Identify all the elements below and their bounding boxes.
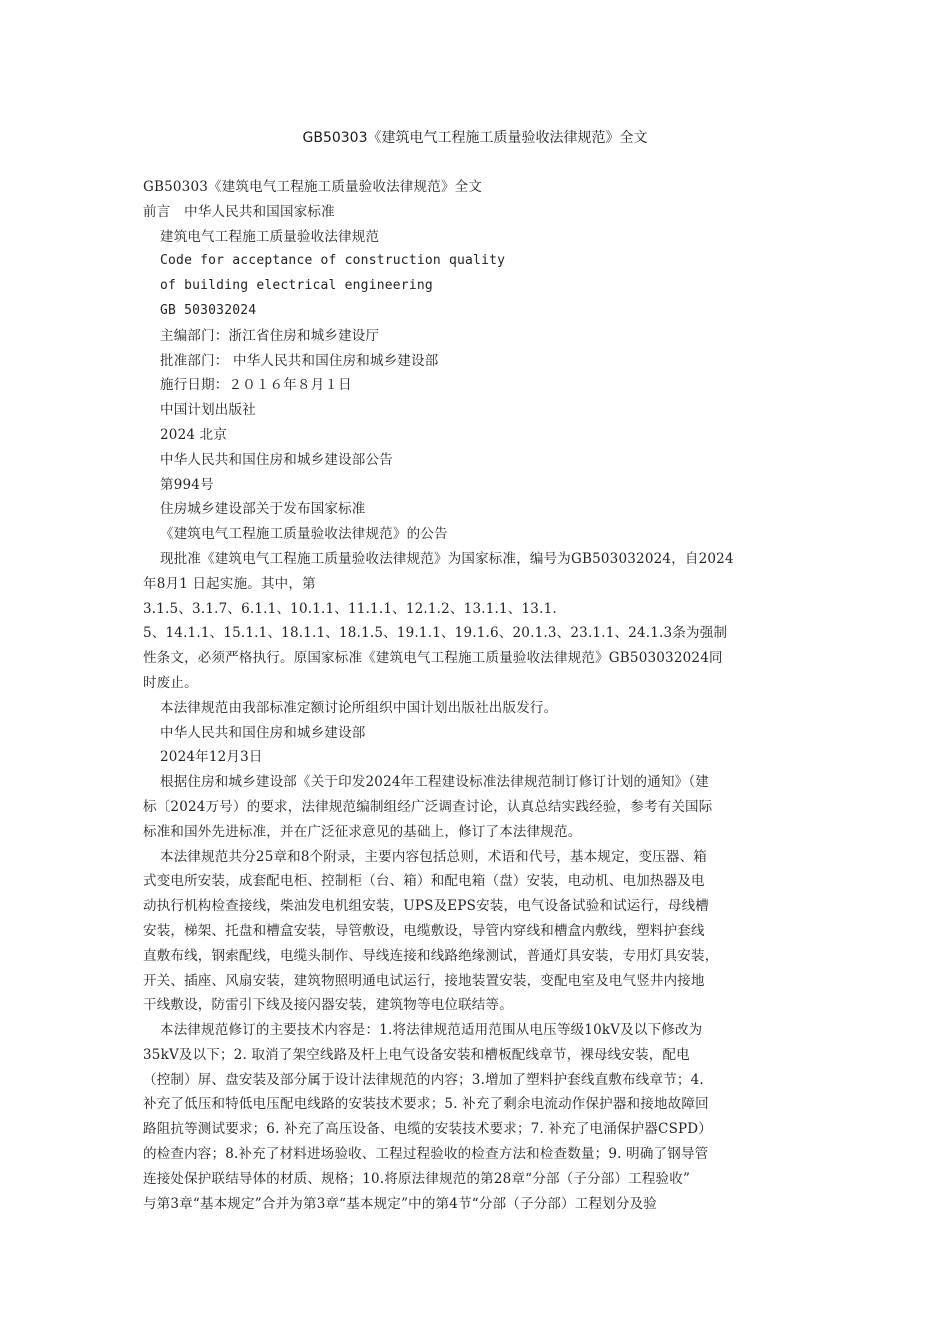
body-line: 直敷布线，钢索配线，电缆头制作、导线连接和线路绝缘测试，普通灯具安装，专用灯具安装， (143, 947, 719, 964)
body-line: 年8月1 日起实施。其中，第 (143, 575, 316, 592)
body-line: 第994号 (160, 476, 214, 493)
body-line: 连接处保护联结导体的材质、规格；10.将原法律规范的第28章“分部（子分部）工程验收” (143, 1170, 691, 1187)
body-line: 本法律规范修订的主要技术内容是：1.将法律规范适用范围从电压等级10kV及以下修改为 (160, 1022, 703, 1039)
body-line: 《建筑电气工程施工质量验收法律规范》的公告 (160, 526, 448, 543)
body-line: 施行日期：２０１６年８月１日 (160, 377, 352, 394)
document-body (143, 175, 808, 1216)
body-line: 标〔2024万号）的要求，法律规范编制组经广泛调查讨论，认真总结实践经验，参考有关国际 (143, 798, 713, 815)
body-line: 前言 中华人民共和国国家标准 (143, 203, 335, 220)
body-line: 住房城乡建设部关于发布国家标准 (160, 501, 366, 518)
body-line: 性条文，必须严格执行。原国家标准《建筑电气工程施工质量验收法律规范》GB503032024同 (143, 650, 723, 667)
body-line: 本法律规范由我部标准定额讨论所组织中国计划出版社出版发行。 (160, 699, 558, 716)
body-line: 中国计划出版社 (160, 402, 256, 419)
body-line: 中华人民共和国住房和城乡建设部公告 (160, 451, 393, 468)
body-line: 本法律规范共分25章和8个附录，主要内容包括总则，术语和代号，基本规定，变压器、箱 (160, 848, 707, 865)
body-line: 标准和国外先进标准，并在广泛征求意见的基础上，修订了本法律规范。 (143, 823, 582, 840)
body-line: 式变电所安装，成套配电柜、控制柜（台、箱）和配电箱（盘）安装，电动机、电加热器及电 (143, 873, 705, 890)
body-line: 的检查内容；8.补充了材料进场验收、工程过程验收的检查方法和检查数量；9. 明确了钢导管 (143, 1146, 709, 1163)
body-line: 中华人民共和国住房和城乡建设部 (160, 724, 366, 741)
body-line: 路阻抗等测试要求；6. 补充了高压设备、电缆的安装技术要求；7. 补充了电涌保护器CSPD） (143, 1121, 713, 1138)
body-line: GB 503032024 (160, 302, 257, 318)
body-line: 干线敷设，防雷引下线及接闪器安装，建筑物等电位联结等。 (143, 997, 513, 1014)
body-line: GB50303《建筑电气工程施工质量验收法律规范》全文 (143, 179, 483, 195)
body-line: 批准部门： 中华人民共和国住房和城乡建设部 (160, 352, 439, 369)
body-line: 主编部门：浙江省住房和城乡建设厅 (160, 327, 380, 344)
body-line: 2024 北京 (160, 426, 228, 443)
body-line: Code for acceptance of construction quality (160, 253, 506, 269)
body-line: 开关、插座、风扇安装，建筑物照明通电试运行，接地装置安装，变配电室及电气竖井内接地 (143, 972, 705, 989)
body-line: 与第3章“基本规定”合并为第3章“基本规定”中的第4节“分部（子分部）工程划分及验 (143, 1195, 657, 1212)
body-line: 安装，梯架、托盘和槽盒安装，导管敷设，电缆敷设，导管内穿线和槽盒内敷线，塑料护套线 (143, 922, 705, 939)
body-line: （控制）屏、盘安装及部分属于设计法律规范的内容；3.增加了塑料护套线直敷布线章节；4. (143, 1071, 704, 1088)
document-title: GB50303《建筑电气工程施工质量验收法律规范》全文 (302, 130, 648, 146)
body-line: 补充了低压和特低电压配电线路的安装技术要求；5. 补充了剩余电流动作保护器和接地故障回 (143, 1096, 709, 1113)
body-line: of building electrical engineering (160, 278, 433, 294)
body-line: 5、14.1.1、15.1.1、18.1.1、18.1.5、19.1.1、19.1.6、20.1.3、23.1.1、24.1.3条为强制 (143, 625, 728, 642)
body-line: 现批准《建筑电气工程施工质量验收法律规范》为国家标准，编号为GB503032024，自2024 (160, 550, 734, 567)
body-line: 建筑电气工程施工质量验收法律规范 (160, 228, 380, 245)
body-line: 根据住房和城乡建设部《关于印发2024年工程建设标准法律规范制订修订计划的通知》（建 (160, 774, 710, 791)
body-line: 2024年12月3日 (160, 749, 263, 766)
body-line: 动执行机构检查接线，柴油发电机组安装，UPS及EPS安装，电气设备试验和试运行，母线槽 (143, 898, 709, 915)
body-line: 时废止。 (143, 674, 198, 691)
body-line: 3.1.5、3.1.7、6.1.1、10.1.1、11.1.1、12.1.2、13.1.1、13.1. (143, 600, 557, 617)
body-line: 35kV及以下；2. 取消了架空线路及杆上电气设备安装和槽板配线章节，裸母线安装，配电 (143, 1046, 690, 1063)
